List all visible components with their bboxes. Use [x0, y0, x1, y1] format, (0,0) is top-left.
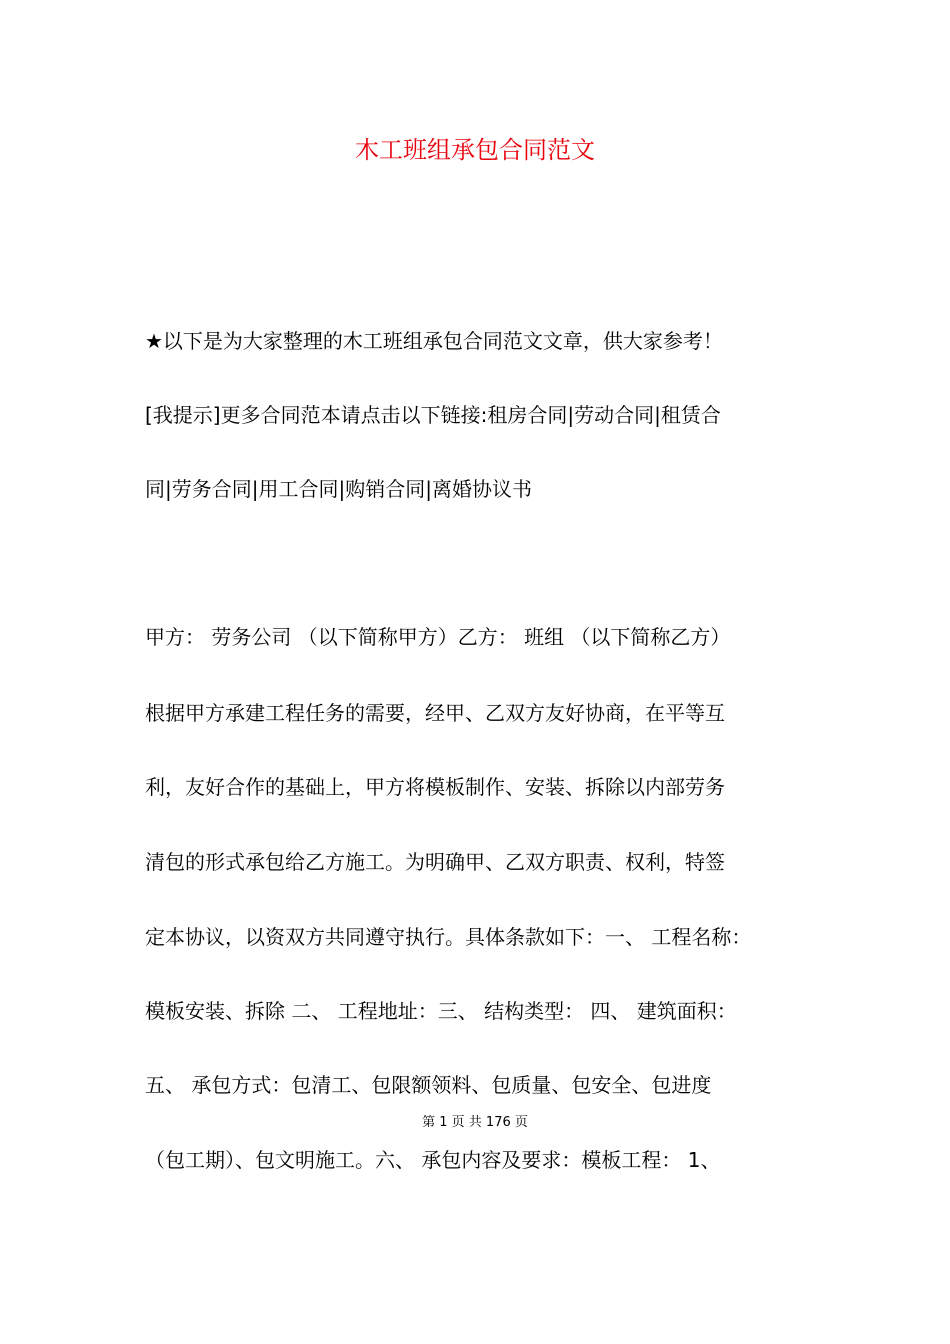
- body-line-5: 定本协议，以资双方共同遵守执行。具体条款如下：一、 工程名称：: [145, 925, 752, 949]
- body-line-6: 模板安装、拆除 二、 工程地址：三、 结构类型： 四、 建筑面积：: [145, 999, 737, 1023]
- body-line-8: （包工期）、包文明施工。六、 承包内容及要求：模板工程： 1、: [145, 1148, 721, 1172]
- body-line-1: 甲方： 劳务公司 （以下简称甲方）乙方： 班组 （以下简称乙方）: [145, 625, 731, 649]
- intro-line-3: 同|劳务合同|用工合同|购销合同|离婚协议书: [145, 477, 532, 501]
- body-line-2: 根据甲方承建工程任务的需要，经甲、乙双方友好协商，在平等互: [145, 701, 725, 725]
- body-line-3: 利，友好合作的基础上，甲方将模板制作、安装、拆除以内部劳务: [145, 775, 725, 799]
- document-title: 木工班组承包合同范文: [355, 136, 595, 164]
- body-line-7: 五、 承包方式：包清工、包限额领料、包质量、包安全、包进度: [145, 1073, 712, 1097]
- intro-line-1: ★以下是为大家整理的木工班组承包合同范文文章，供大家参考！: [145, 329, 723, 353]
- body-line-4: 清包的形式承包给乙方施工。为明确甲、乙双方职责、权利，特签: [145, 850, 725, 874]
- intro-line-2: [我提示]更多合同范本请点击以下链接:租房合同|劳动合同|租赁合: [145, 403, 721, 427]
- page-number-footer: 第 1 页 共 176 页: [422, 1115, 528, 1130]
